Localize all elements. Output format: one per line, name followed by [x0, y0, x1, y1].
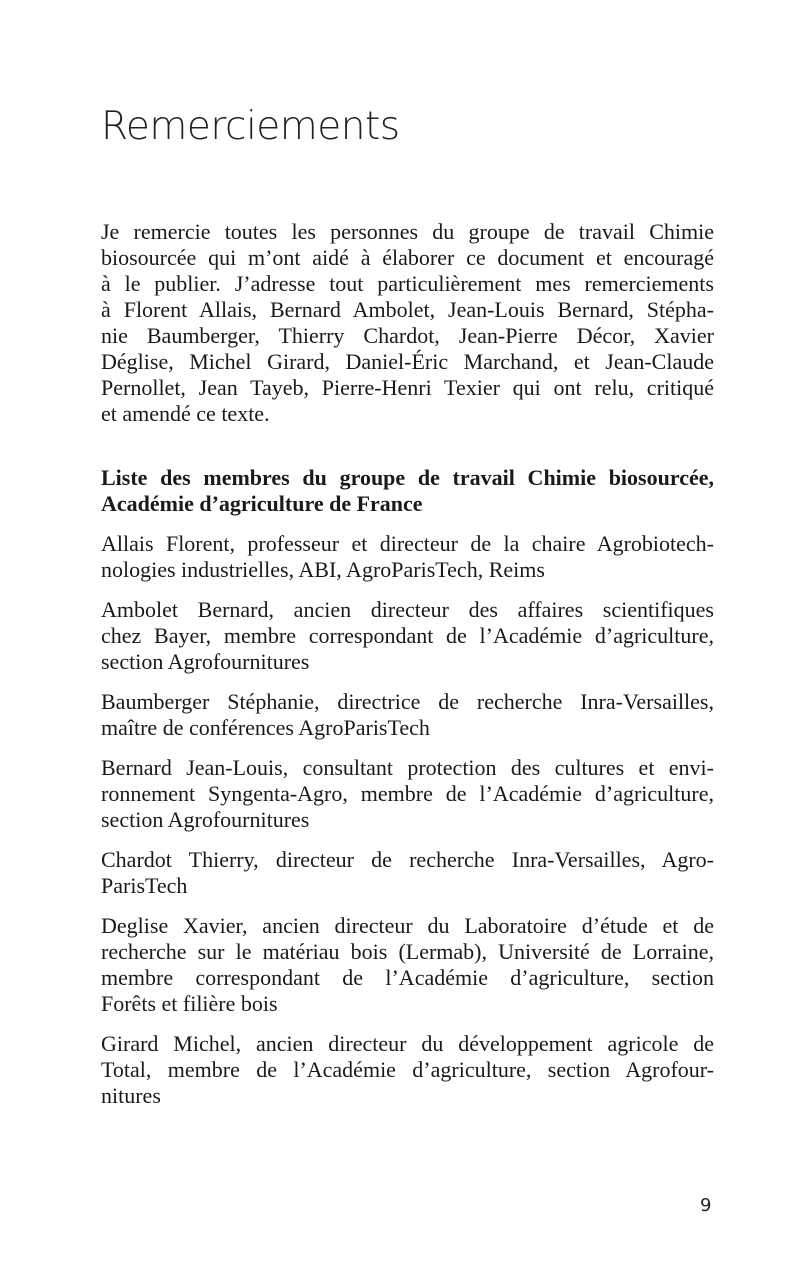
page-number: 9: [700, 1195, 712, 1216]
text-line: chez Bayer, membre correspondant de l’Académie d’agriculture,: [101, 623, 714, 648]
text-line: recherche sur le matériau bois (Lermab), Université de Lorraine,: [101, 939, 714, 964]
member-entry: [101, 1031, 714, 1109]
text-line: ronnement Syngenta-Agro, membre de l’Académie d’agriculture,: [101, 781, 714, 806]
member-entry: [101, 913, 714, 1017]
text-line: et amendé ce texte.: [101, 401, 270, 426]
member-entry: [101, 847, 714, 899]
intro-paragraph: [101, 219, 714, 427]
text-line: Allais Florent, professeur et directeur de la chaire Agrobiotech-: [101, 531, 714, 556]
text-line: Deglise Xavier, ancien directeur du Laboratoire d’étude et de: [101, 913, 714, 938]
text-line: Girard Michel, ancien directeur du développement agricole de: [101, 1031, 714, 1056]
text-line: Académie d’agriculture de France: [101, 491, 423, 516]
member-entry: [101, 755, 714, 833]
text-line: membre correspondant de l’Académie d’agriculture, section: [101, 965, 714, 990]
text-line: section Agrofournitures: [101, 807, 310, 832]
text-line: Total, membre de l’Académie d’agriculture, section Agrofour-: [101, 1057, 714, 1082]
text-line: Déglise, Michel Girard, Daniel-Éric Marchand, et Jean-Claude: [101, 349, 714, 374]
member-entry: [101, 597, 714, 675]
member-entry: [101, 689, 714, 741]
text-line: Baumberger Stéphanie, directrice de recherche Inra-Versailles,: [101, 689, 714, 714]
text-line: nie Baumberger, Thierry Chardot, Jean-Pierre Décor, Xavier: [101, 323, 714, 348]
text-line: Ambolet Bernard, ancien directeur des affaires scientifiques: [101, 597, 714, 622]
page-title: Remerciements: [101, 104, 400, 149]
text-line: nologies industrielles, ABI, AgroParisTech, Reims: [101, 557, 545, 582]
text-line: Liste des membres du groupe de travail Chimie biosourcée,: [101, 465, 714, 490]
text-line: Forêts et filière bois: [101, 991, 278, 1016]
text-line: ParisTech: [101, 873, 188, 898]
members-list: [101, 531, 714, 1123]
text-line: Pernollet, Jean Tayeb, Pierre-Henri Texier qui ont relu, critiqué: [101, 375, 714, 400]
text-line: nitures: [101, 1083, 161, 1108]
text-line: à le publier. J’adresse tout particulièrement mes remerciements: [101, 271, 714, 296]
text-line: Chardot Thierry, directeur de recherche Inra-Versailles, Agro-: [101, 847, 714, 872]
text-line: Bernard Jean-Louis, consultant protection des cultures et envi-: [101, 755, 714, 780]
text-line: section Agrofournitures: [101, 649, 310, 674]
text-line: à Florent Allais, Bernard Ambolet, Jean-Louis Bernard, Stépha-: [101, 297, 714, 322]
text-line: maître de conférences AgroParisTech: [101, 715, 430, 740]
list-heading: [101, 465, 714, 517]
text-line: biosourcée qui m’ont aidé à élaborer ce document et encouragé: [101, 245, 714, 270]
member-entry: [101, 531, 714, 583]
text-line: Je remercie toutes les personnes du groupe de travail Chimie: [101, 219, 714, 244]
